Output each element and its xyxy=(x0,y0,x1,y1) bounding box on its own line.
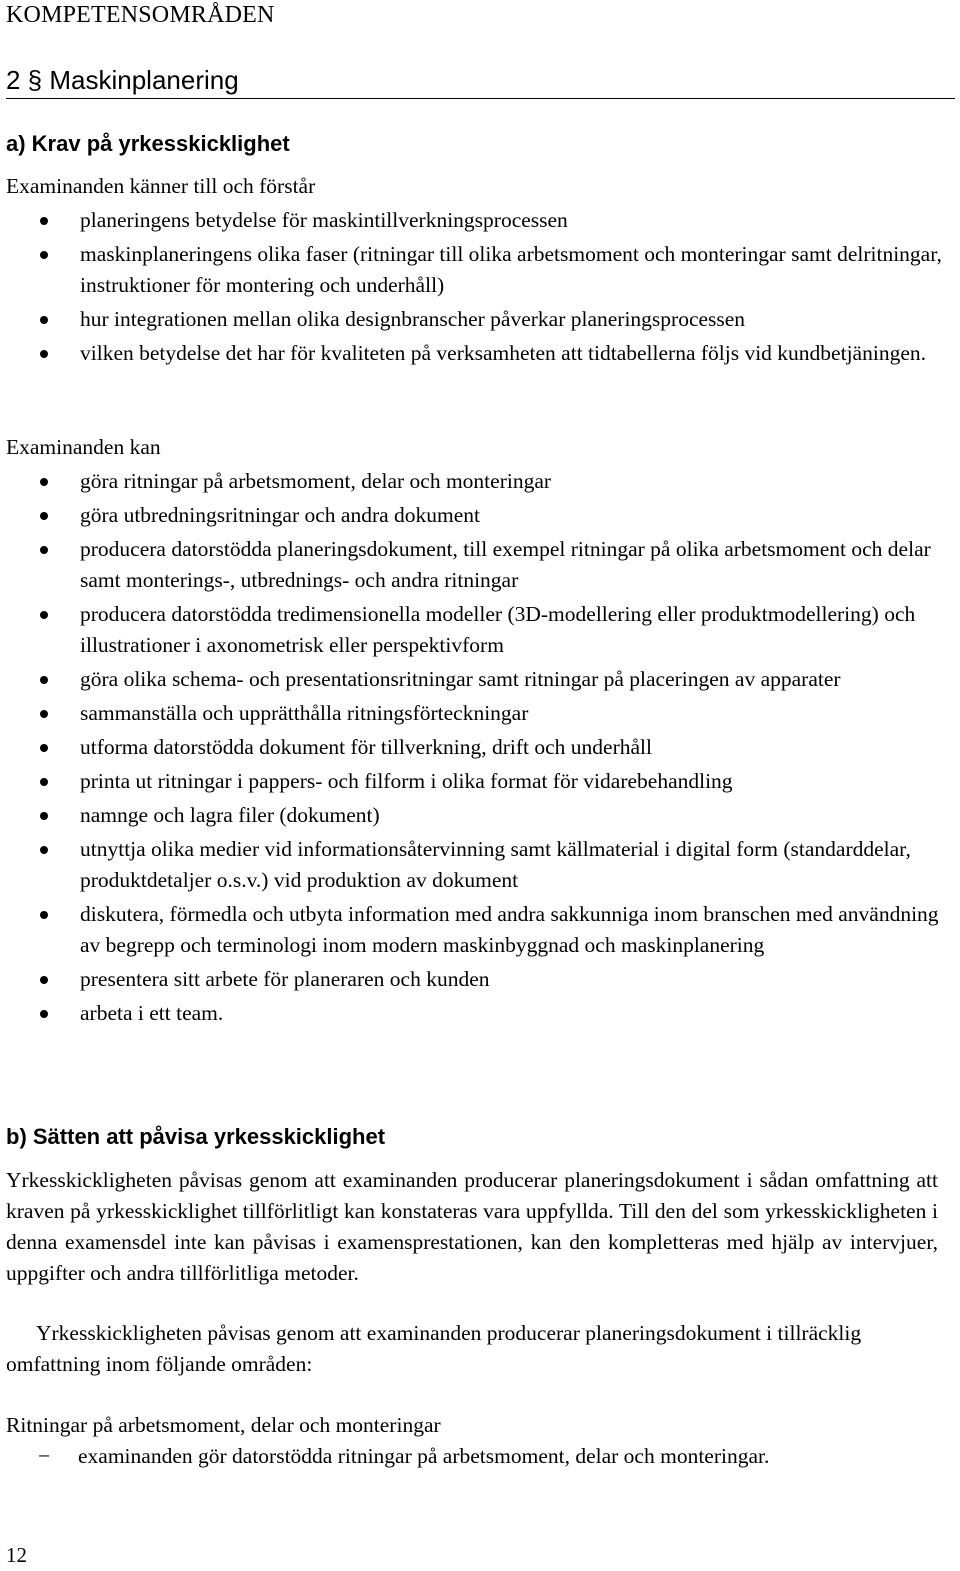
list-item xyxy=(0,800,955,831)
part-b-paragraph-2: Yrkesskickligheten påvisas genom att examinanden producerar planeringsdokument i tillräcklig omfattning inom följande områden: xyxy=(6,1321,862,1376)
list-item-text: printa ut ritningar i pappers- och filform i olika format för vidarebehandling xyxy=(80,769,733,793)
list-item xyxy=(0,664,955,695)
list-item-text: utnyttja olika medier vid informationsåtervinning samt källmaterial i digital form (standarddelar, produktdetaljer o.s.v.) vid produktion av dokument xyxy=(80,837,911,892)
bullet-icon xyxy=(40,976,48,984)
bullet-icon xyxy=(40,611,48,619)
list-item xyxy=(0,466,955,497)
list-item xyxy=(0,239,955,301)
bullet-icon xyxy=(40,478,48,486)
bullet-icon xyxy=(40,846,48,854)
bullet-icon xyxy=(40,710,48,718)
bullet-icon xyxy=(40,546,48,554)
bullet-icon xyxy=(40,911,48,919)
bullet-icon xyxy=(40,1010,48,1018)
bullet-icon xyxy=(40,217,48,225)
bullet-icon xyxy=(40,812,48,820)
section-heading: 2 § Maskinplanering xyxy=(6,62,955,99)
list-item xyxy=(0,338,955,369)
page-number: 12 xyxy=(6,1543,27,1567)
can-list xyxy=(0,466,955,1032)
page-header-title: KOMPETENSOMRÅDEN xyxy=(6,2,275,28)
list-item-text: utforma datorstödda dokument för tillverkning, drift och underhåll xyxy=(80,735,652,759)
list-item-text: sammanställa och upprätthålla ritningsförteckningar xyxy=(80,701,529,725)
list-item-text: vilken betydelse det har för kvaliteten på verksamheten att tidtabellerna följs vid kundbetjäningen. xyxy=(80,341,926,365)
bullet-icon xyxy=(40,512,48,520)
list-item xyxy=(0,732,955,763)
bullet-icon xyxy=(40,251,48,259)
bullet-icon xyxy=(40,676,48,684)
list-item xyxy=(0,304,955,335)
list-item xyxy=(0,698,955,729)
list-item xyxy=(0,834,955,896)
can-intro: Examinanden kan xyxy=(6,435,161,459)
bullet-icon xyxy=(40,744,48,752)
list-item-text: maskinplaneringens olika faser (ritningar till olika arbetsmoment och monteringar samt delritningar, instruktioner för montering och underhåll) xyxy=(80,242,942,297)
list-item-text: producera datorstödda planeringsdokument, till exempel ritningar på olika arbetsmoment och delar samt monterings-, utbrednings- och andra ritningar xyxy=(80,537,931,592)
understands-list xyxy=(0,205,955,372)
list-item-text: presentera sitt arbete för planeraren och kunden xyxy=(80,967,490,991)
list-item-text: göra utbredningsritningar och andra dokument xyxy=(80,503,481,527)
part-b-paragraph-1: Yrkesskickligheten påvisas genom att examinanden producerar planeringsdokument i sådan omfattning att kraven på yrkesskicklighet tillförlitligt kan konstateras vara uppfyllda. Till den del som yrkesskickligheten i denna examensdel inte kan påvisas i examensprestationen, kan den kompletteras med hjälp av intervjuer, uppgifter och andra tillförlitliga metoder. xyxy=(6,1168,938,1285)
bullet-icon xyxy=(40,316,48,324)
list-item xyxy=(0,899,955,961)
list-item xyxy=(0,205,955,236)
list-item-text: hur integrationen mellan olika designbranscher påverkar planeringsprocessen xyxy=(80,307,746,331)
list-item-text: planeringens betydelse för maskintillverkningsprocessen xyxy=(80,208,568,232)
list-item-text: diskutera, förmedla och utbyta information med andra sakkunniga inom branschen med användning av begrepp och terminologi inom modern maskinbyggnad och maskinplanering xyxy=(80,902,939,957)
part-b-heading: b) Sätten att påvisa yrkesskicklighet xyxy=(6,1124,386,1149)
area-title: Ritningar på arbetsmoment, delar och monteringar xyxy=(6,1413,441,1437)
list-item xyxy=(0,766,955,797)
area-list-item xyxy=(38,1441,769,1472)
list-item-text: producera datorstödda tredimensionella modeller (3D-modellering eller produktmodellering) och illustrationer i axonometrisk eller perspektivform xyxy=(80,602,916,657)
bullet-icon xyxy=(40,350,48,358)
list-item-text: göra ritningar på arbetsmoment, delar och monteringar xyxy=(80,469,552,493)
list-item xyxy=(0,964,955,995)
list-item xyxy=(0,599,955,661)
area-list-item-text: examinanden gör datorstödda ritningar på arbetsmoment, delar och monteringar. xyxy=(78,1444,770,1468)
list-item xyxy=(0,500,955,531)
list-item-text: göra olika schema- och presentationsritningar samt ritningar på placeringen av apparater xyxy=(80,667,841,691)
dash-icon: − xyxy=(38,1444,51,1468)
list-item-text: namnge och lagra filer (dokument) xyxy=(80,803,380,827)
list-item xyxy=(0,534,955,596)
list-item-text: arbeta i ett team. xyxy=(80,1001,224,1025)
bullet-icon xyxy=(40,778,48,786)
part-a-heading: a) Krav på yrkesskicklighet xyxy=(6,131,290,156)
list-item xyxy=(0,998,955,1029)
understands-intro: Examinanden känner till och förstår xyxy=(6,174,316,198)
